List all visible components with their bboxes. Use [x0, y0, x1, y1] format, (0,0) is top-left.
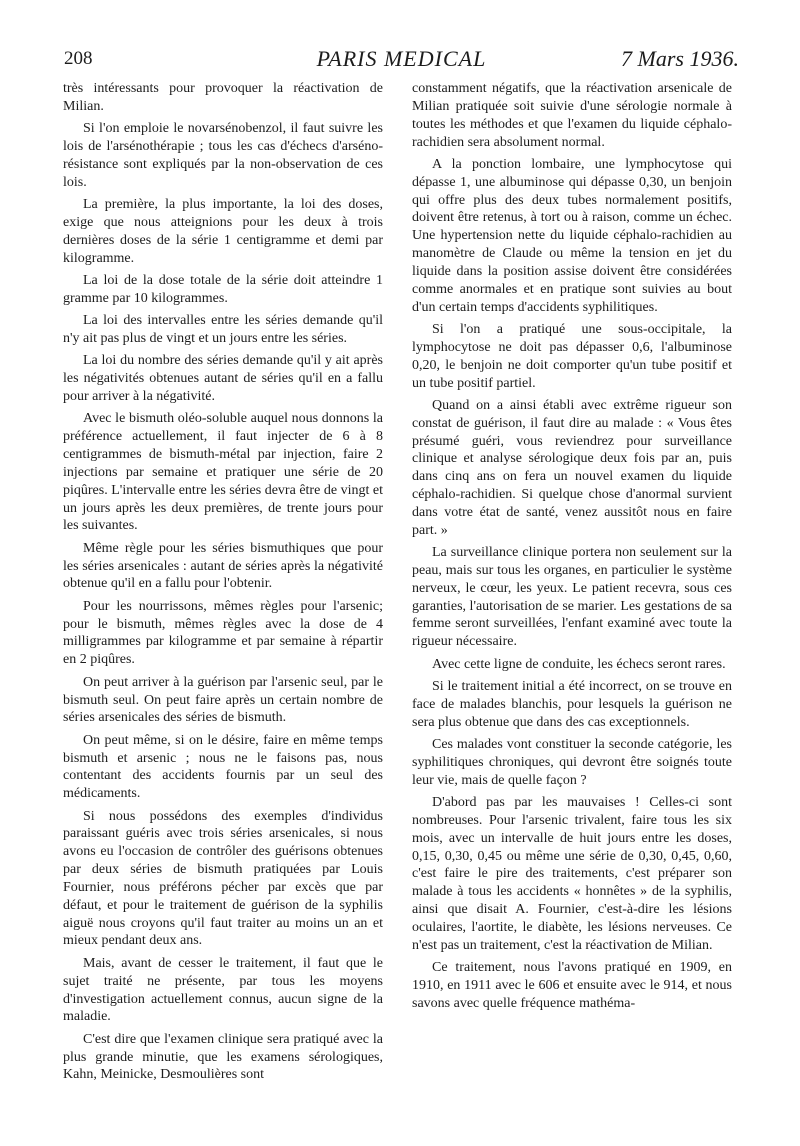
paragraph: C'est dire que l'examen clinique sera pratiqué avec la plus grande minutie, que les examens sérologiques, Kahn, Meinicke, Desmoulières sont [63, 1031, 383, 1083]
paragraph: Si l'on a pratiqué une sous-occipitale, la lymphocytose ne doit pas dépasser 0,6, l'albuminose 0,20, le benjoin ne doit comporter qu'un tube positif et un tube positif partiel. [412, 321, 732, 391]
paragraph: On peut arriver à la guérison par l'arsenic seul, par le bismuth seul. On peut faire après un certain nombre de séries arsenicales des séries de bismuth. [63, 674, 383, 726]
paragraph: Ce traitement, nous l'avons pratiqué en 1909, en 1910, en 1911 avec le 606 et ensuite avec le 914, et nous savons avec quelle fréquence mathéma- [412, 960, 732, 1011]
paragraph: La loi des intervalles entre les séries demande qu'il n'y ait pas plus de vingt et un jours entre les séries. [63, 313, 383, 346]
paragraph: Avec cette ligne de conduite, les échecs seront rares. [432, 656, 726, 672]
page-number: 208 [64, 48, 93, 69]
journal-title: PARIS MEDICAL [316, 46, 487, 71]
paragraph: La loi de la dose totale de la série doit atteindre 1 gramme par 10 kilogrammes. [63, 272, 383, 306]
right-column [412, 80, 732, 1017]
paragraph: Mais, avant de cesser le traitement, il faut que le sujet traité ne présente, par tous les moyens d'investigation actuellement connus, aucun signe de la maladie. [63, 955, 383, 1025]
paragraph: La surveillance clinique portera non seulement sur la peau, mais sur tous les organes, en particulier le système nerveux, le cœur, les yeux. Le patient recevra, sous ces garanties, l'autorisation de se marier. Les gestations de sa femme seront surveillées, l'enfant examiné avec toute la rigueur nécessaire. [412, 545, 732, 650]
paragraph: D'abord pas par les mauvaises ! Celles-ci sont nombreuses. Pour l'arsenic trivalent, faire tous les six mois, avec un intervalle de huit jours entre les doses, 0,15, 0,30, 0,45 ou même une série de 0,30, 0,45, 0,60, c'est faire le pire des traitements, c'est préparer son malade à tous les accidents « honnêtes » de la syphilis, ainsi que disait A. Fournier, c'est-à-dire les lésions oculaires, l'aortite, le diabète, les lésions nerveuses. Ce n'est pas un traitement, c'est la réactivation de Milian. [412, 795, 732, 953]
paragraph: A la ponction lombaire, une lymphocytose qui dépasse 1, une albuminose qui dépasse 0,30, un benjoin qui offre plus des deux tubes normalement positifs, doivent être retenus, à tort ou à raison, comme un échec. Une hypertension nette du liquide céphalo-rachidien au manomètre de Claude ou même la tension en jet du liquide dans la position assise doivent être considérées comme anormales et en pratique sont suivies au bout d'un certain temps d'accidents syphilitiques. [412, 156, 732, 315]
paragraph: Pour les nourrissons, mêmes règles pour l'arsenic; pour le bismuth, mêmes règles avec la dose de 4 milligrammes par kilogramme et par semaine à répartir en 2 piqûres. [63, 598, 383, 668]
running-header [64, 44, 739, 72]
paragraph: Si le traitement initial a été incorrect, on se trouve en face de malades blanchis, pour lesquels la guérison ne sera plus obtenue que dans des cas exceptionnels. [412, 679, 732, 730]
paragraph: La loi du nombre des séries demande qu'il y ait après les négativités obtenues autant de séries qu'il en a fallu pour arriver à la négativité. [63, 353, 383, 404]
paragraph: Si l'on emploie le novarsénobenzol, il faut suivre les lois de l'arsénothérapie ; tous les cas d'échecs d'arséno-résistance sont expliqués par la non-observation de ces lois. [63, 121, 383, 190]
paragraph: très intéressants pour provoquer la réactivation de Milian. [63, 81, 383, 114]
paragraph: Si nous possédons des exemples d'individus paraissant guéris avec trois séries arsenicales, si nous avons eu l'occasion de contrôler des guérisons obtenues par deux séries de bismuth pratiquées par Louis Fournier, nous préférons pécher par excès que par défaut, et pour le traitement de guérison de la syphilis aiguë nous croyons qu'il faut traiter au moins un an et mieux pendant deux ans. [63, 808, 383, 949]
paragraph: Ces malades vont constituer la seconde catégorie, les syphilitiques chroniques, qui devront être soignés toute leur vie, mais de quelle façon ? [412, 737, 732, 788]
paragraph: constamment négatifs, que la réactivation arsenicale de Milian pratiquée soit suivie d'une sérologie normale à toutes les méthodes et que l'examen du liquide céphalo-rachidien sera absolument normal. [412, 81, 732, 150]
paragraph: On peut même, si on le désire, faire en même temps bismuth et arsenic ; nous ne le faisons pas, nous contentant des accidents fournis par un seul des médicaments. [63, 732, 383, 802]
paragraph: La première, la plus importante, la loi des doses, exige que nous atteignions pour les deux à trois dernières doses de la série 1 centigramme et demi par kilogramme. [63, 197, 383, 266]
issue-date: 7 Mars 1936. [621, 46, 739, 71]
left-column [63, 80, 383, 1089]
paragraph: Quand on a ainsi établi avec extrême rigueur son constat de guérison, il faut dire au malade : « Vous êtes présumé guéri, vous reviendrez pour surveillance clinique et analyse sérologique deux fois par an, puis dans cinq ans on fera un nouvel examen du liquide céphalo-rachidien. Si quelque chose d'anormal survient dans votre état de santé, venez aussitôt nous en faire part. » [412, 397, 732, 538]
paragraph: Avec le bismuth oléo-soluble auquel nous donnons la préférence actuellement, il faut injecter de 6 à 8 centigrammes de bismuth-métal par injection, faire 2 injections par semaine et pratiquer une série de 20 piqûres. L'intervalle entre les séries devra être de vingt et un jours après les deux premières, de trente jours pour les suivantes. [63, 411, 383, 534]
paragraph: Même règle pour les séries bismuthiques que pour les séries arsenicales : autant de séries après la négativité obtenue qu'il en a fallu pour l'obtenir. [63, 540, 383, 592]
